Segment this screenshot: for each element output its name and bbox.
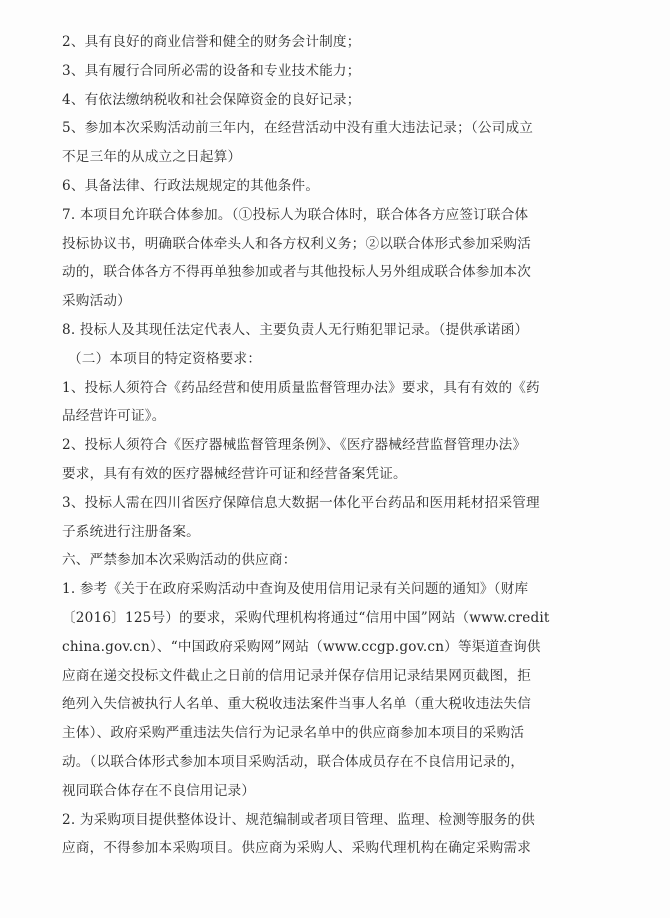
- text-line: 6、具备法律、行政法规规定的其他条件。: [62, 177, 320, 194]
- text-line: 2、投标人须符合《医疗器械监督管理条例》、《医疗器械经营监督管理办法》: [62, 437, 527, 454]
- text-line: 应商在递交投标文件截止之日前的信用记录并保存信用记录结果网页截图，拒: [62, 667, 531, 684]
- text-line: 7. 本项目允许联合体参加。（①投标人为联合体时，联合体各方应签订联合体: [62, 206, 529, 223]
- text-line: 3、投标人需在四川省医疗保障信息大数据一体化平台药品和医用耗材招采管理: [62, 494, 540, 511]
- text-line: 〔2016〕125号）的要求，采购代理机构将通过“信用中国”网站（www.credit: [62, 609, 550, 626]
- text-line: 要求，具有有效的医疗器械经营许可证和经营备案凭证。: [62, 465, 407, 482]
- text-line: 视同联合体存在不良信用记录）: [62, 782, 256, 799]
- text-line: 1. 参考《关于在政府采购活动中查询及使用信用记录有关问题的通知》（财库: [62, 581, 529, 598]
- text-line: 4、有依法缴纳税收和社会保障资金的良好记录；: [62, 91, 361, 108]
- text-line: 1、投标人须符合《药品经营和使用质量监督管理办法》要求，具有有效的《药: [62, 379, 540, 396]
- text-line: 2、具有良好的商业信誉和健全的财务会计制度；: [62, 34, 361, 50]
- text-line: china.gov.cn）、“中国政府采购网”网站（www.ccgp.gov.cn）等渠道查询供: [62, 638, 541, 655]
- document-body: [62, 28, 562, 863]
- text-line: 2. 为采购项目提供整体设计、规范编制或者项目管理、监理、检测等服务的供: [62, 811, 536, 828]
- text-line: 不足三年的从成立之日起算）: [62, 149, 242, 166]
- section-heading: （二）本项目的特定资格要求：: [68, 350, 262, 367]
- text-line: 采购活动）: [62, 293, 131, 310]
- text-line: 绝列入失信被执行人名单、重大税收违法案件当事人名单（重大税收违法失信: [62, 696, 531, 713]
- section-heading: 六、严禁参加本次采购活动的供应商：: [62, 552, 297, 569]
- text-line: 8. 投标人及其现任法定代表人、主要负责人无行贿犯罪记录。（提供承诺函）: [62, 321, 529, 338]
- text-line: 应商，不得参加本采购项目。供应商为采购人、采购代理机构在确定采购需求: [62, 840, 531, 857]
- text-line: 动的，联合体各方不得再单独参加或者与其他投标人另外组成联合体参加本次: [62, 264, 531, 281]
- text-line: 品经营许可证》。: [62, 408, 166, 425]
- text-line: 主体）、政府采购严重违法失信行为记录名单中的供应商参加本项目的采购活: [62, 725, 525, 742]
- text-line: 5、参加本次采购活动前三年内，在经营活动中没有重大违法记录；（公司成立: [62, 120, 534, 137]
- text-line: 子系统进行注册备案。: [62, 523, 200, 540]
- text-line: 动。（以联合体形式参加本项目采购活动，联合体成员存在不良信用记录的，: [62, 753, 525, 770]
- text-line: 3、具有履行合同所必需的设备和专业技术能力；: [62, 62, 361, 79]
- text-line: 投标协议书，明确联合体牵头人和各方权利义务；②以联合体形式参加采购活: [62, 235, 531, 252]
